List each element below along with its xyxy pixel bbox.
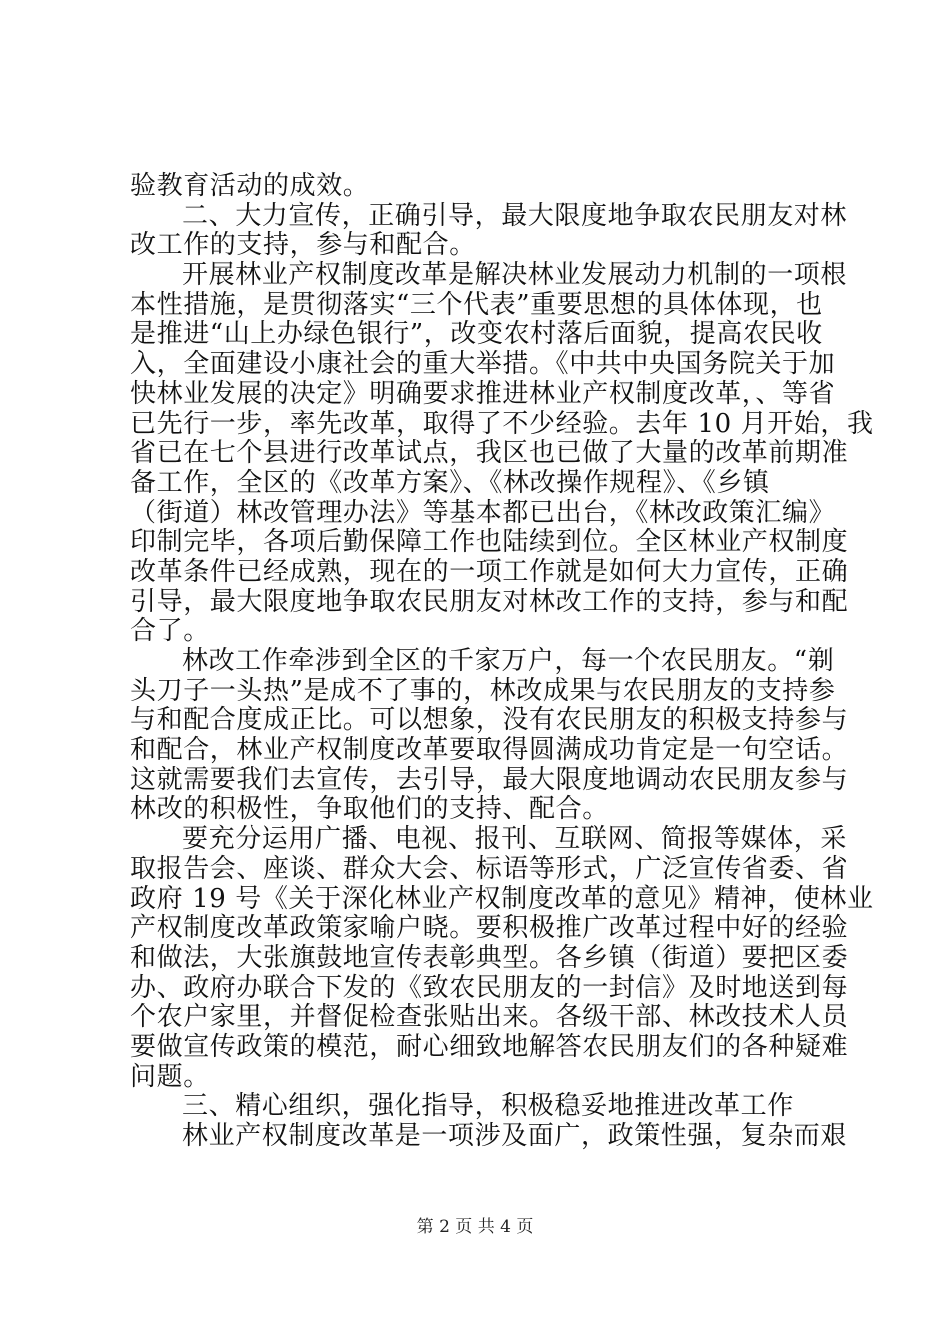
text-line: 这就需要我们去宣传，去引导，最大限度地调动农民朋友参与 <box>130 764 849 795</box>
text-line: 产权制度改革政策家喻户晓。要积极推广改革过程中好的经验 <box>130 913 849 944</box>
text-line: 备工作，全区的《改革方案》、《林改操作规程》、《乡镇 <box>130 467 770 498</box>
text-line: 林改的积极性，争取他们的支持、配合。 <box>130 794 609 825</box>
text-line: 合了。 <box>130 616 210 647</box>
text-line: （街道）林改管理办法》等基本都已出台，《林改政策汇编》 <box>130 497 836 528</box>
text-line: 快林业发展的决定》明确要求推进林业产权制度改革，、等省 <box>130 378 836 409</box>
text-line: 和做法，大张旗鼓地宣传表彰典型。各乡镇（街道）要把区委 <box>130 942 849 973</box>
text-line: 引导，最大限度地争取农民朋友对林改工作的支持，参与和配 <box>130 586 849 617</box>
text-line: 林改工作牵涉到全区的千家万户，每一个农民朋友。“剃 <box>182 646 835 676</box>
text-line: 政府 19 号《关于深化林业产权制度改革的意见》精神，使林业 <box>130 883 874 914</box>
text-line: 二、大力宣传，正确引导，最大限度地争取农民朋友对林 <box>182 200 848 231</box>
text-line: 办、政府办联合下发的《致农民朋友的一封信》及时地送到每 <box>130 972 849 1003</box>
text-line: 印制完毕，各项后勤保障工作也陆续到位。全区林业产权制度 <box>130 527 849 558</box>
page-footer: 第 2 页 共 4 页 <box>416 1217 534 1237</box>
text-line: 验教育活动的成效。 <box>130 171 370 201</box>
text-line: 要充分运用广播、电视、报刊、互联网、简报等媒体，采 <box>182 824 848 855</box>
text-line: 问题。 <box>130 1061 210 1092</box>
text-line: 和配合，林业产权制度改革要取得圆满成功肯定是一句空话。 <box>130 735 849 766</box>
text-line: 个农户家里，并督促检查张贴出来。各级干部、林改技术人员 <box>130 1002 849 1033</box>
text-line: 与和配合度成正比。可以想象，没有农民朋友的积极支持参与 <box>130 705 849 736</box>
text-line: 头刀子一头热”是成不了事的，林改成果与农民朋友的支持参 <box>130 675 836 706</box>
document-body <box>130 171 874 1152</box>
text-line: 已先行一步，率先改革，取得了不少经验。去年 10 月开始，我 <box>130 408 874 439</box>
text-line: 本性措施，是贯彻落实“三个代表”重要思想的具体体现，也 <box>130 289 823 320</box>
text-line: 是推进“山上办绿色银行”，改变农村落后面貌，提高农民收 <box>130 319 823 350</box>
text-line: 林业产权制度改革是一项涉及面广，政策性强，复杂而艰 <box>182 1121 848 1151</box>
text-line: 三、精心组织，强化指导，积极稳妥地推进改革工作 <box>182 1091 794 1122</box>
text-line: 要做宣传政策的模范，耐心细致地解答农民朋友们的各种疑难 <box>130 1031 849 1062</box>
text-line: 省已在七个县进行改革试点，我区也已做了大量的改革前期准 <box>130 438 849 469</box>
text-line: 取报告会、座谈、群众大会、标语等形式，广泛宣传省委、省 <box>130 853 849 884</box>
text-line: 改工作的支持，参与和配合。 <box>130 230 476 261</box>
text-line: 改革条件已经成熟，现在的一项工作就是如何大力宣传，正确 <box>130 556 849 587</box>
text-line: 开展林业产权制度改革是解决林业发展动力机制的一项根 <box>182 260 848 291</box>
text-line: 入，全面建设小康社会的重大举措。《中共中央国务院关于加 <box>130 349 836 380</box>
